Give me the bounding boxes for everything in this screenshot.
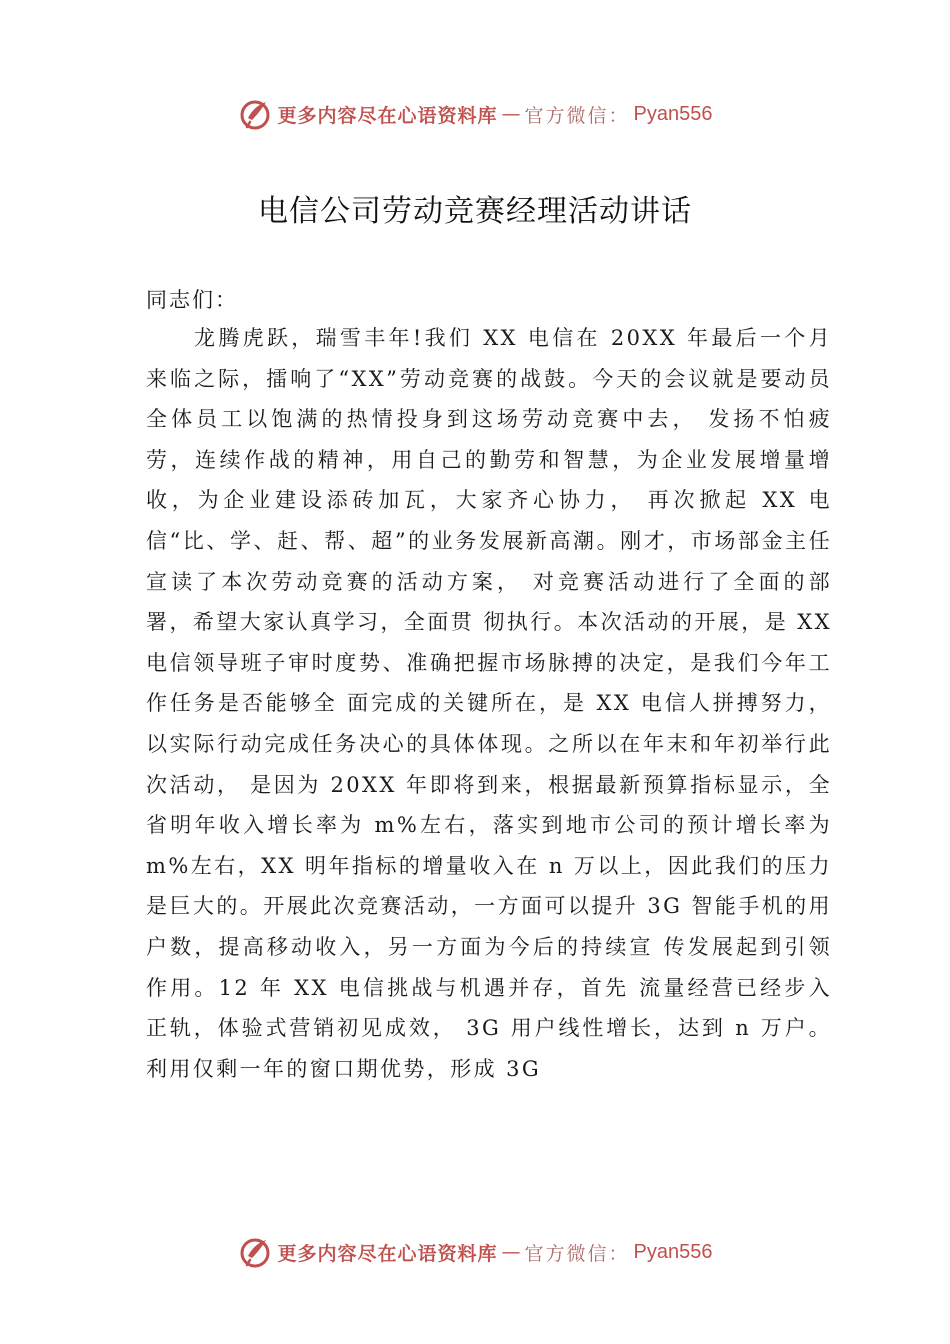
brand-logo-icon — [238, 96, 274, 132]
watermark-wechat-id: Pyan556 — [633, 1240, 713, 1263]
body-paragraph: 龙腾虎跃，瑞雪丰年!我们 XX 电信在 20XX 年最后一个月来临之际，擂响了“XX”劳动竞赛的战鼓。今天的会议就是要动员全体员工以饱满的热情投身到这场劳动竞赛中去， 发扬不怕疲劳，连续作战的精神，用自己的勤劳和智慧，为企业发展增量增收，为企业建设添砖加瓦，大家齐心协力， 再次掀起 XX 电信“比、学、赶、帮、超”的业务发展新高潮。刚才，市场部金主任宣读了本次劳动竞赛的活动方案， 对竞赛活动进行了全面的部署，希望大家认真学习，全面贯 彻执行。本次活动的开展，是 XX 电信领导班子审时度势、准确把握市场脉搏的决定，是我们今年工作任务是否能够全 面完成的关键所在，是 XX 电信人拼搏努力，以实际行动完成任务决心的具体体现。之所以在年末和年初举行此次活动， 是因为 20XX 年即将到来，根据最新预算指标显示，全省明年收入增长率为 m%左右，落实到地市公司的预计增长率为m%左右，XX 明年指标的增量收入在 n 万以上，因此我们的压力是巨大的。开展此次竞赛活动，一方面可以提升 3G 智能手机的用户数，提高移动收入，另一方面为今后的持续宣 传发展起到引领作用。12 年 XX 电信挑战与机遇并存，首先 流量经营已经步入正轨，体验式营销初见成效， 3G 用户线性增长，达到 n 万户。利用仅剩一年的窗口期优势，形成 3G — [146, 326, 832, 1081]
brand-logo-icon — [238, 1234, 274, 1270]
footer-watermark — [0, 1232, 950, 1272]
watermark-separator: — — [501, 1241, 521, 1263]
watermark-text: 更多内容尽在心语资料库 — [277, 1242, 498, 1265]
watermark-text: 更多内容尽在心语资料库 — [277, 104, 498, 127]
salutation: 同志们： — [146, 288, 238, 312]
watermark-wechat-label: 官方微信： — [524, 1242, 630, 1265]
watermark-separator: — — [501, 103, 521, 125]
document-title: 电信公司劳动竞赛经理活动讲话 — [258, 194, 692, 229]
watermark-wechat-label: 官方微信： — [524, 104, 630, 127]
header-watermark — [0, 94, 950, 134]
watermark-wechat-id: Pyan556 — [633, 102, 713, 125]
